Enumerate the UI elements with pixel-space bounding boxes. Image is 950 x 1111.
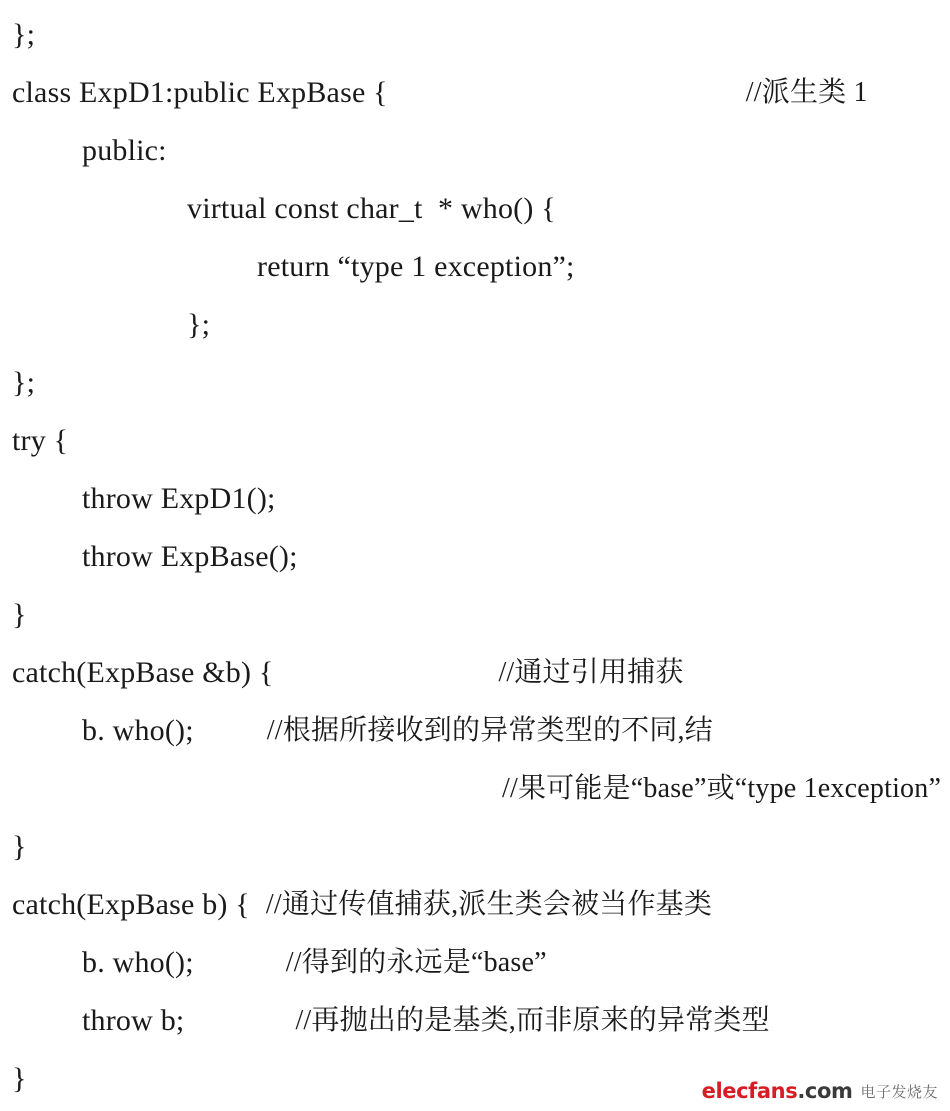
code-line [0,934,950,992]
code-line [0,470,950,528]
code-line [0,354,950,412]
code-listing [0,6,950,1108]
watermark-brand [702,1079,853,1103]
code-text: } [12,598,27,631]
code-comment: //果可能是“base”或“type 1exception” [502,773,942,804]
code-text: b. who(); [82,714,194,747]
code-line [0,760,950,818]
code-line [0,122,950,180]
code-text: return “type 1 exception”; [257,250,575,283]
code-comment: //根据所接收到的异常类型的不同,结 [266,715,713,746]
code-line [0,528,950,586]
code-text: class ExpD1:public ExpBase { [12,76,388,109]
code-text: b. who(); [82,946,194,979]
code-text: public: [82,134,167,167]
code-text: try { [12,424,69,457]
code-text: catch(ExpBase &b) { [12,656,274,689]
code-text: throw ExpBase(); [82,540,298,573]
code-comment: //通过引用捕获 [498,657,684,688]
code-line [0,64,950,122]
code-text: }; [187,308,211,341]
code-text: catch(ExpBase b) { [12,888,250,921]
code-line [0,296,950,354]
code-text: }; [12,18,36,51]
code-line [0,992,950,1050]
code-text: } [12,830,27,863]
code-text: throw b; [82,1004,185,1037]
code-comment: //派生类 1 [745,77,868,108]
code-text: virtual const char_t * who() { [187,192,556,225]
code-line [0,6,950,64]
watermark [702,1079,938,1103]
code-comment: //得到的永远是“base” [285,947,547,978]
code-line [0,876,950,934]
watermark-domain: .com [797,1079,853,1103]
code-line [0,412,950,470]
code-line [0,818,950,876]
code-line [0,702,950,760]
watermark-subtitle: 电子发烧友 [860,1083,938,1101]
code-line [0,238,950,296]
code-comment: //再抛出的是基类,而非原来的异常类型 [295,1005,770,1036]
code-text: } [12,1062,27,1095]
watermark-brand-name: elecfans [701,1079,798,1103]
code-line [0,180,950,238]
code-comment: //通过传值捕获,派生类会被当作基类 [265,889,713,920]
code-text: }; [12,366,36,399]
code-line [0,586,950,644]
code-text: throw ExpD1(); [82,482,276,515]
code-line [0,644,950,702]
